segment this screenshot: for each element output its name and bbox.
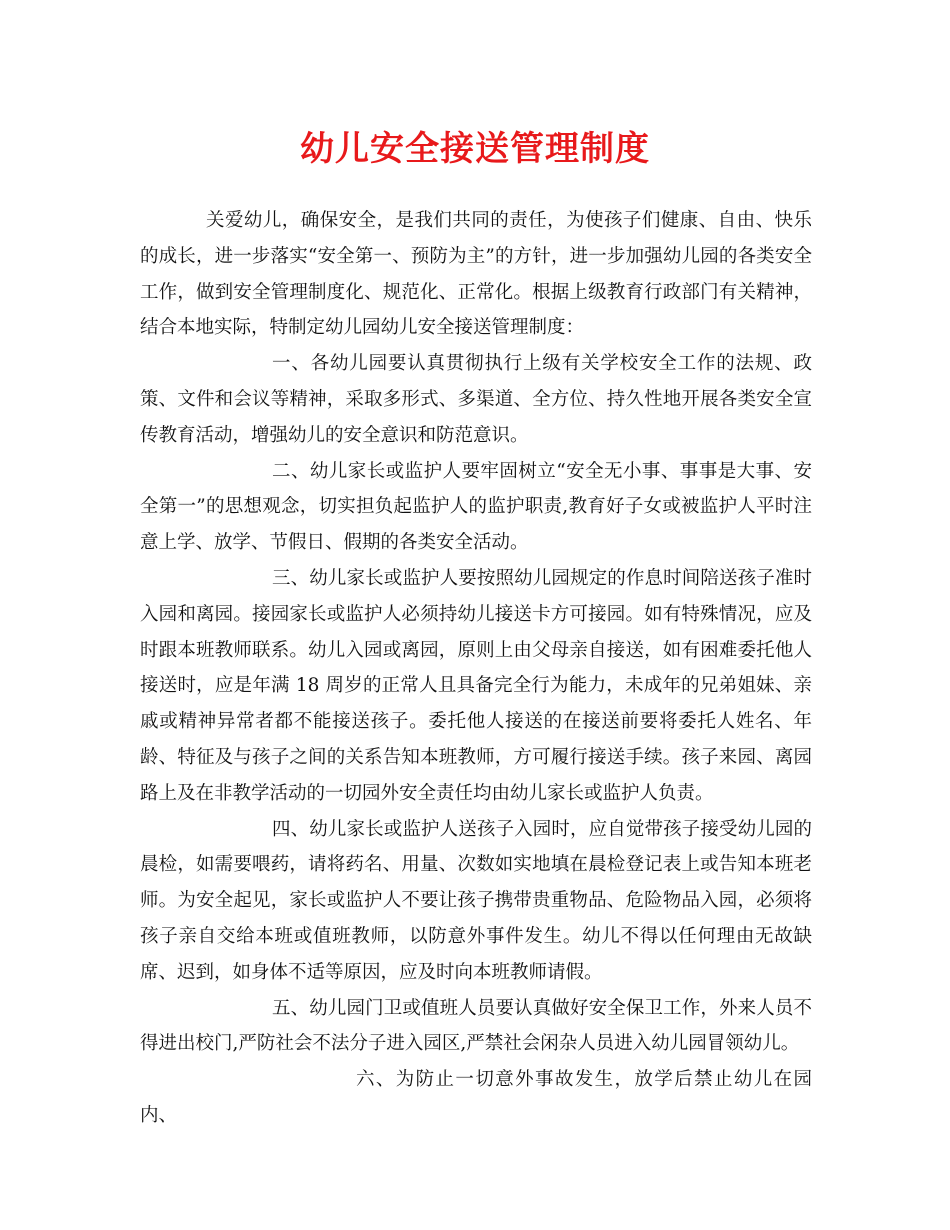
clause-4-paragraph: 四、幼儿家长或监护人送孩子入园时，应自觉带孩子接受幼儿园的晨检，如需要喂药，请将药名、用量、次数如实地填在晨检登记表上或告知本班老师。为安全起见，家长或监护人不要让孩子携带贵重物品、危险物品入园，必须将孩子亲自交给本班或值班教师，以防意外事件发生。幼儿不得以任何理由无故缺席、迟到，如身体不适等原因，应及时向本班教师请假。 xyxy=(140,818,812,983)
clause-5-paragraph: 五、幼儿园门卫或值班人员要认真做好安全保卫工作，外来人员不得进出校门,严防社会不法分子进入园区,严禁社会闲杂人员进入幼儿园冒领幼儿。 xyxy=(140,997,812,1055)
document-title: 幼儿安全接送管理制度 xyxy=(300,129,650,169)
clause-2-paragraph: 二、幼儿家长或监护人要牢固树立“安全无小事、事事是大事、安全第一”的思想观念，切实担负起监护人的监护职责,教育好子女或被监护人平时注意上学、放学、节假日、假期的各类安全活动。 xyxy=(140,460,812,554)
clause-1-paragraph: 一、各幼儿园要认真贯彻执行上级有关学校安全工作的法规、政策、文件和会议等精神，采取多形式、多渠道、全方位、持久性地开展各类安全宣传教育活动，增强幼儿的安全意识和防范意识。 xyxy=(140,353,812,446)
document-body xyxy=(140,203,812,1134)
clause-6-paragraph: 六、为防止一切意外事故发生，放学后禁止幼儿在园内、 xyxy=(140,1069,812,1126)
clause-3-paragraph: 三、幼儿家长或监护人要按照幼儿园规定的作息时间陪送孩子准时入园和离园。接园家长或监护人必须持幼儿接送卡方可接园。如有特殊情况，应及时跟本班教师联系。幼儿入园或离园，原则上由父母亲自接送，如有困难委托他人接送时，应是年满 18 周岁的正常人且具备完全行为能力，未成年的兄弟姐妹、亲戚或精神异常者都不能接送孩子。委托他人接送的在接送前要将委托人姓名、年龄、特征及与孩子之间的关系告知本班教师，方可履行接送手续。孩子来园、离园路上及在非教学活动的一切园外安全责任均由幼儿家长或监护人负责。 xyxy=(140,567,812,804)
intro-paragraph: 关爱幼儿，确保安全，是我们共同的责任，为使孩子们健康、自由、快乐的成长，进一步落实“安全第一、预防为主”的方针，进一步加强幼儿园的各类安全工作，做到安全管理制度化、规范化、正常化。根据上级教育行政部门有关精神，结合本地实际，特制定幼儿园幼儿安全接送管理制度： xyxy=(140,210,812,339)
